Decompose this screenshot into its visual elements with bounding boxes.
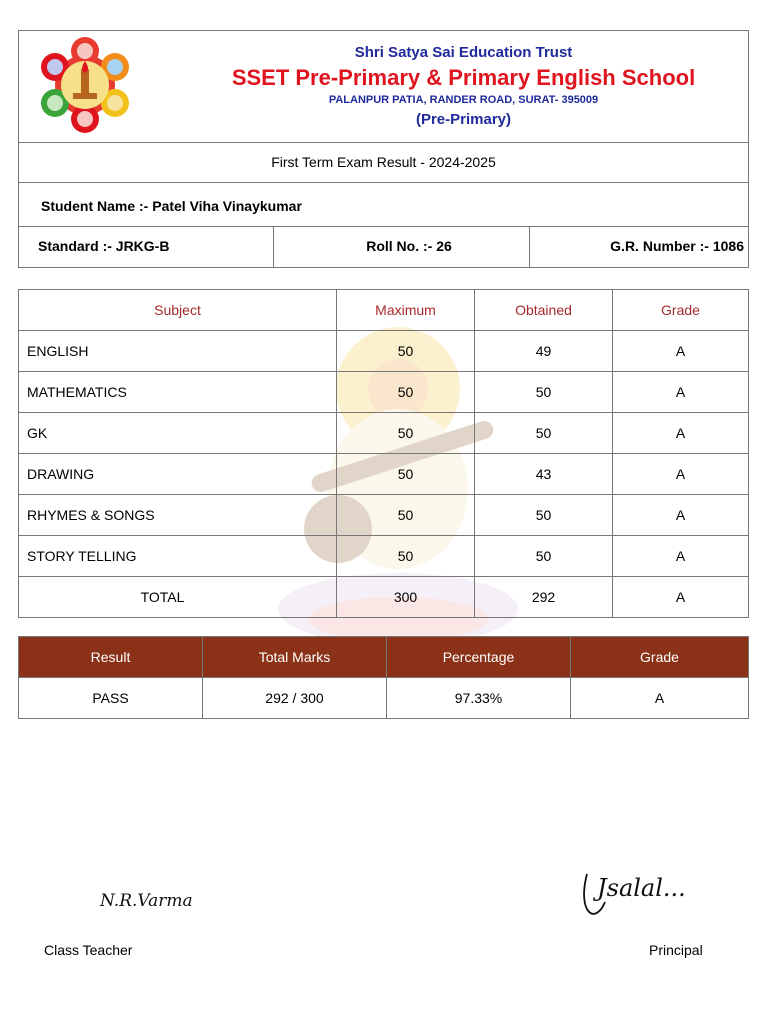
- student-name-row: [19, 182, 748, 227]
- percentage-value: 97.33%: [387, 678, 571, 719]
- subject-cell: MATHEMATICS: [19, 372, 337, 413]
- total-maximum: 300: [337, 577, 475, 618]
- roll-number: Roll No. :- 26: [274, 226, 530, 268]
- student-name: Student Name :- Patel Viha Vinaykumar: [41, 198, 302, 214]
- table-row: [19, 536, 749, 577]
- class-teacher-label: Class Teacher: [44, 942, 133, 958]
- total-obtained: 292: [475, 577, 613, 618]
- gr-number: G.R. Number :- 1086: [610, 238, 744, 254]
- total-grade: A: [613, 577, 749, 618]
- teacher-signature: [98, 880, 208, 912]
- total-marks-value: 292 / 300: [203, 678, 387, 719]
- table-row: [19, 372, 749, 413]
- school-banner: [19, 31, 748, 143]
- student-details-row: [19, 226, 748, 268]
- maximum-cell: 50: [337, 331, 475, 372]
- school-name: SSET Pre-Primary & Primary English School: [231, 65, 696, 90]
- header-obtained: Obtained: [475, 290, 613, 331]
- obtained-cell: 50: [475, 536, 613, 577]
- subject-cell: DRAWING: [19, 454, 337, 495]
- grade-cell: A: [613, 372, 749, 413]
- school-emblem-icon: [35, 37, 135, 133]
- summary-header: [19, 637, 749, 678]
- total-label: TOTAL: [19, 577, 337, 618]
- table-row: [19, 413, 749, 454]
- report-header: [18, 30, 749, 268]
- header-subject: Subject: [19, 290, 337, 331]
- maximum-cell: 50: [337, 413, 475, 454]
- exam-title: First Term Exam Result - 2024-2025: [19, 142, 748, 183]
- principal-signature-text: Jsalal...: [597, 874, 686, 902]
- school-address: PALANPUR PATIA, RANDER ROAD, SURAT- 395009: [328, 94, 599, 106]
- grade-cell: A: [613, 495, 749, 536]
- obtained-cell: 50: [475, 495, 613, 536]
- table-row: [19, 495, 749, 536]
- obtained-cell: 49: [475, 331, 613, 372]
- grade-cell: A: [613, 454, 749, 495]
- table-row: [19, 454, 749, 495]
- subject-cell: RHYMES & SONGS: [19, 495, 337, 536]
- header-total-marks: Total Marks: [203, 637, 387, 678]
- result-value: PASS: [19, 678, 203, 719]
- trust-name: Shri Satya Sai Education Trust: [354, 44, 573, 61]
- marks-table-header: [19, 290, 749, 331]
- total-row: [19, 577, 749, 618]
- header-percentage: Percentage: [387, 637, 571, 678]
- maximum-cell: 50: [337, 495, 475, 536]
- grade-cell: A: [613, 536, 749, 577]
- maximum-cell: 50: [337, 372, 475, 413]
- header-maximum: Maximum: [337, 290, 475, 331]
- subject-cell: GK: [19, 413, 337, 454]
- teacher-signature-text: N.R.Varma: [100, 891, 193, 911]
- subject-cell: ENGLISH: [19, 331, 337, 372]
- principal-label: Principal: [649, 942, 703, 958]
- principal-signature: [575, 862, 705, 932]
- marks-section: [18, 289, 749, 618]
- subject-cell: STORY TELLING: [19, 536, 337, 577]
- obtained-cell: 50: [475, 372, 613, 413]
- header-grade: Grade: [571, 637, 749, 678]
- header-result: Result: [19, 637, 203, 678]
- table-row: [19, 331, 749, 372]
- grade-cell: A: [613, 413, 749, 454]
- summary-section: [18, 636, 749, 719]
- grade-value: A: [571, 678, 749, 719]
- maximum-cell: 50: [337, 536, 475, 577]
- header-grade: Grade: [613, 290, 749, 331]
- obtained-cell: 50: [475, 413, 613, 454]
- school-section: (Pre-Primary): [415, 111, 512, 128]
- marks-table: [18, 289, 749, 618]
- maximum-cell: 50: [337, 454, 475, 495]
- summary-row: [19, 678, 749, 719]
- standard: Standard :- JRKG-B: [19, 226, 274, 268]
- summary-table: [18, 636, 749, 719]
- obtained-cell: 43: [475, 454, 613, 495]
- grade-cell: A: [613, 331, 749, 372]
